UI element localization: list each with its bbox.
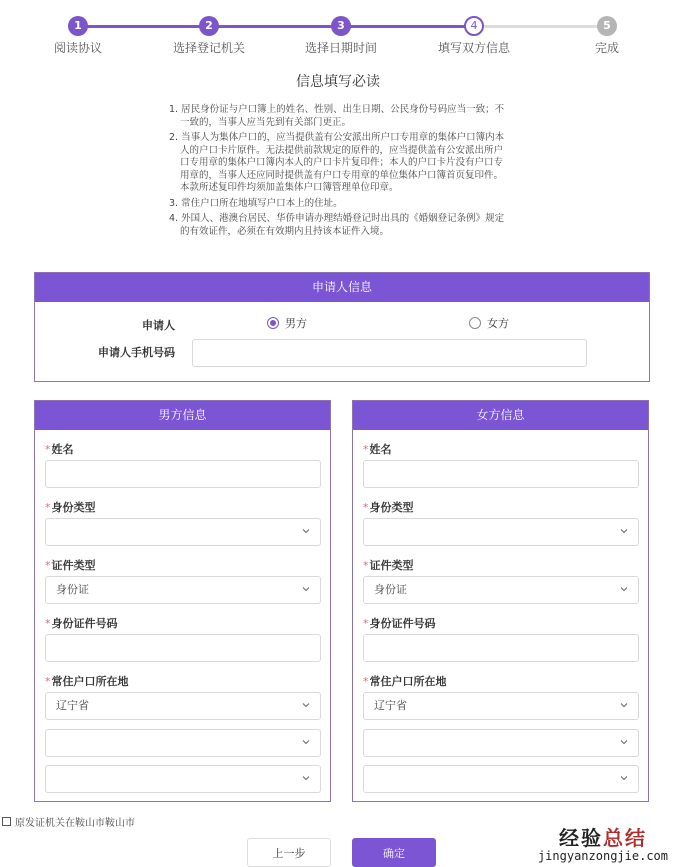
name-label bbox=[45, 441, 74, 457]
female-cert-type-select[interactable] bbox=[363, 576, 639, 604]
female-city-select[interactable] bbox=[363, 729, 639, 757]
chevron-down-icon bbox=[302, 585, 310, 593]
cert-type-label bbox=[363, 557, 414, 573]
female-id-number-input[interactable] bbox=[363, 634, 639, 662]
label-text: 证件类型 bbox=[369, 559, 414, 572]
female-name-input[interactable] bbox=[363, 460, 639, 488]
chevron-down-icon bbox=[302, 774, 310, 782]
chevron-down-icon bbox=[620, 527, 628, 535]
label-text: 姓名 bbox=[51, 443, 74, 456]
phone-label: 申请人手机号码 bbox=[98, 346, 175, 359]
residence-label bbox=[45, 673, 129, 689]
chevron-down-icon bbox=[302, 701, 310, 709]
chevron-down-icon bbox=[302, 738, 310, 746]
notice-item: 3. 常住户口所在地填写户口本上的住址。 bbox=[169, 197, 343, 209]
checkbox-label: 原发证机关在鞍山市鞍山市 bbox=[15, 818, 135, 829]
residence-label bbox=[363, 673, 447, 689]
radio-male[interactable] bbox=[267, 315, 307, 331]
confirm-button[interactable]: 确定 bbox=[352, 838, 436, 867]
female-info-panel bbox=[352, 400, 649, 802]
step-circle: 1 bbox=[68, 16, 88, 36]
notice-list bbox=[168, 104, 508, 241]
male-province-select[interactable] bbox=[45, 692, 321, 720]
cert-type-label bbox=[45, 557, 96, 573]
notice-title: 信息填写必读 bbox=[296, 74, 380, 90]
progress-stepper bbox=[0, 16, 676, 56]
step-4 bbox=[429, 16, 519, 56]
panel-header: 申请人信息 bbox=[35, 273, 649, 302]
label-text: 身份类型 bbox=[369, 501, 414, 514]
step-1 bbox=[33, 16, 123, 56]
notice-item: 4. 外国人、港澳台居民、华侨申请办理结婚登记时出具的《婚姻登记条例》规定的有效证件，必须在有效期内且持该本证件入境。 bbox=[169, 213, 505, 237]
id-number-label bbox=[45, 615, 118, 631]
male-id-number-input[interactable] bbox=[45, 634, 321, 662]
step-circle: 2 bbox=[199, 16, 219, 36]
applicant-panel bbox=[34, 272, 650, 382]
male-cert-type-select[interactable] bbox=[45, 576, 321, 604]
watermark bbox=[538, 822, 668, 863]
applicant-label: 申请人 bbox=[142, 319, 175, 332]
male-city-select[interactable] bbox=[45, 729, 321, 757]
male-district-select[interactable] bbox=[45, 765, 321, 793]
radio-button-checked[interactable] bbox=[267, 317, 279, 329]
radio-female[interactable] bbox=[469, 315, 509, 331]
label-text: 姓名 bbox=[369, 443, 392, 456]
chevron-down-icon bbox=[620, 774, 628, 782]
required-mark: * bbox=[45, 675, 51, 688]
select-value: 辽宁省 bbox=[374, 699, 407, 712]
step-5 bbox=[562, 16, 652, 56]
identity-type-label bbox=[45, 499, 96, 515]
female-province-select[interactable] bbox=[363, 692, 639, 720]
label-text: 身份证件号码 bbox=[51, 617, 118, 630]
step-label: 填写双方信息 bbox=[437, 41, 510, 55]
required-mark: * bbox=[363, 443, 369, 456]
required-mark: * bbox=[45, 617, 51, 630]
watermark-title bbox=[538, 822, 668, 851]
name-label bbox=[363, 441, 392, 457]
stepper-line-done bbox=[78, 25, 474, 28]
radio-label: 女方 bbox=[487, 317, 509, 330]
select-value: 辽宁省 bbox=[56, 699, 89, 712]
step-label: 阅读协议 bbox=[53, 41, 102, 55]
notice-item: 1. 居民身份证与户口簿上的姓名、性别、出生日期、公民身份号码应当一致；不一致的，当事人应当先到有关部门更正。 bbox=[169, 104, 505, 128]
male-info-panel bbox=[34, 400, 331, 802]
chevron-down-icon bbox=[302, 527, 310, 535]
male-name-input[interactable] bbox=[45, 460, 321, 488]
watermark-black-text: 经验 bbox=[558, 826, 603, 850]
required-mark: * bbox=[363, 559, 369, 572]
id-number-label bbox=[363, 615, 436, 631]
required-mark: * bbox=[363, 675, 369, 688]
identity-type-label bbox=[363, 499, 414, 515]
panel-header: 女方信息 bbox=[353, 401, 648, 430]
step-label: 完成 bbox=[594, 41, 619, 55]
label-text: 身份证件号码 bbox=[369, 617, 436, 630]
required-mark: * bbox=[363, 501, 369, 514]
label-text: 证件类型 bbox=[51, 559, 96, 572]
select-value: 身份证 bbox=[56, 583, 89, 596]
phone-input[interactable] bbox=[192, 339, 587, 367]
chevron-down-icon bbox=[620, 701, 628, 709]
checkbox[interactable] bbox=[2, 817, 11, 826]
required-mark: * bbox=[45, 443, 51, 456]
radio-label: 男方 bbox=[285, 317, 307, 330]
male-identity-type-select[interactable] bbox=[45, 518, 321, 546]
step-circle: 4 bbox=[464, 16, 484, 36]
notice-item: 2. 当事人为集体户口的，应当提供盖有公安派出所户口专用章的集体户口簿内本人的户口卡片原件。无法提供前款规定的原件的，应当提供盖有公安派出所户口专用章的集体户口簿内本人的户口卡片复印件；本人的户口卡片没有户口专用章的，当事人还应同时提供盖有户口专用章的单位集体户口簿首页复印件。本款所述复印件均须加盖集体户口簿管理单位印章。 bbox=[169, 132, 505, 193]
chevron-down-icon bbox=[620, 585, 628, 593]
select-value: 身份证 bbox=[374, 583, 407, 596]
required-mark: * bbox=[45, 559, 51, 572]
prev-step-button[interactable]: 上一步 bbox=[247, 838, 331, 867]
watermark-red-text: 总结 bbox=[602, 826, 647, 850]
chevron-down-icon bbox=[620, 738, 628, 746]
step-label: 选择日期时间 bbox=[304, 41, 377, 55]
step-2 bbox=[164, 16, 254, 56]
step-circle: 3 bbox=[331, 16, 351, 36]
step-3 bbox=[296, 16, 386, 56]
label-text: 身份类型 bbox=[51, 501, 96, 514]
required-mark: * bbox=[363, 617, 369, 630]
step-label: 选择登记机关 bbox=[172, 41, 245, 55]
radio-button[interactable] bbox=[469, 317, 481, 329]
label-text: 常住户口所在地 bbox=[51, 675, 129, 688]
label-text: 常住户口所在地 bbox=[369, 675, 447, 688]
panel-header: 男方信息 bbox=[35, 401, 330, 430]
female-identity-type-select[interactable] bbox=[363, 518, 639, 546]
female-district-select[interactable] bbox=[363, 765, 639, 793]
step-circle: 5 bbox=[597, 16, 617, 36]
watermark-url: jingyanzongjie.com bbox=[537, 849, 668, 863]
issuing-authority-checkbox-row[interactable] bbox=[2, 814, 135, 829]
required-mark: * bbox=[45, 501, 51, 514]
